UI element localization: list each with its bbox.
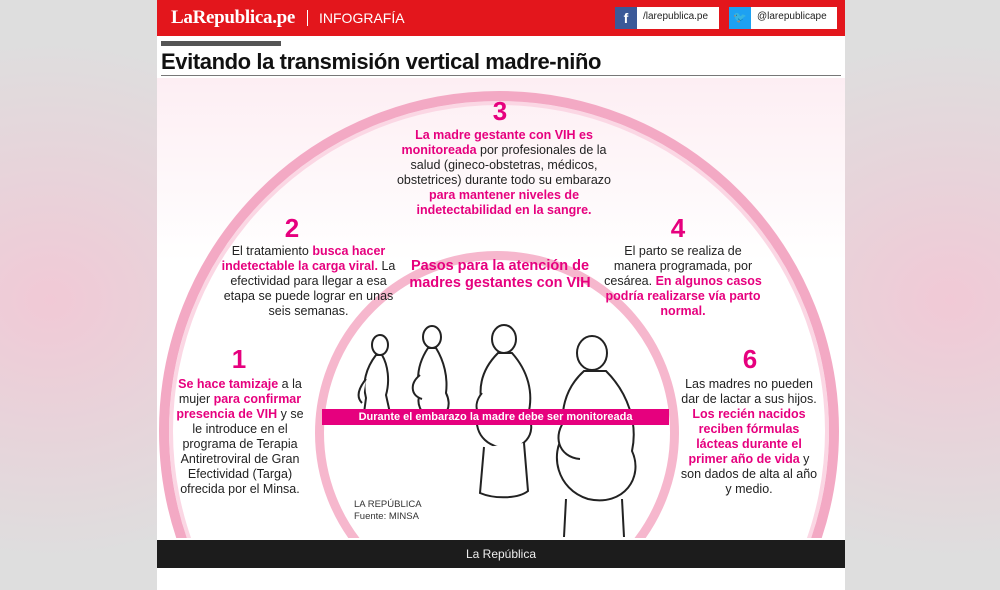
source-credit: [354, 499, 422, 523]
title-divider: [161, 75, 841, 76]
footer-bar: [157, 540, 845, 568]
source-outlet: LA REPÚBLICA: [354, 499, 422, 510]
step-1-number: 1: [231, 344, 247, 374]
woman-figure-1: [359, 335, 390, 418]
step-1-text: [171, 377, 309, 497]
infographic-panel: [157, 78, 845, 538]
step-4-body: El parto se realiza de manera programada, por cesárea.: [604, 244, 753, 288]
step-6-highlight: Los recién nacidos reciben fórmulas lácteas durante el primer año de vida: [688, 407, 806, 466]
facebook-icon: f: [615, 7, 637, 29]
twitter-link[interactable]: [729, 7, 837, 29]
step-2-highlight: busca hacer indetectable la carga viral.: [221, 244, 386, 273]
twitter-icon: 🐦: [729, 7, 751, 29]
step-6-number: 6: [742, 344, 758, 374]
brand-divider: [307, 10, 308, 26]
step-2-body-1: El tratamiento: [231, 244, 313, 258]
section-label: INFOGRAFÍA: [319, 10, 405, 26]
step-3-body: por profesionales de la salud (gineco-obstetras, médicos, obstetrices) durante todo su embarazo: [396, 143, 611, 187]
step-1-highlight-1: Se hace tamizaje: [178, 377, 279, 391]
step-2-body-2: La efectividad para llegar a esa etapa se puede lograr en unas seis semanas.: [223, 259, 396, 318]
step-1-body-1: a la mujer: [178, 377, 302, 406]
footer-label: La República: [465, 547, 537, 561]
woman-figure-4: [557, 336, 636, 537]
step-2-text: [221, 244, 396, 319]
facebook-handle: /larepublica.pe: [643, 11, 709, 22]
title-accent-bar: [161, 41, 281, 46]
step-6-body-1: Las madres no pueden dar de lactar a sus hijos.: [681, 377, 817, 406]
brand-logo[interactable]: LaRepublica.pe: [171, 7, 296, 28]
step-3-highlight-2: para mantener niveles de indetectabilidad en la sangre.: [416, 188, 592, 217]
step-4-text: [603, 244, 763, 319]
page-title: Evitando la transmisión vertical madre-niño: [161, 49, 602, 74]
step-3-number: 3: [492, 96, 508, 126]
monitoring-band: Durante el embarazo la madre debe ser monitoreada: [322, 409, 669, 425]
step-3-highlight-1: La madre gestante con VIH es monitoreada: [401, 128, 593, 157]
step-6-body-2: y son dados de alta al año y medio.: [680, 452, 818, 496]
step-2-number: 2: [284, 213, 300, 243]
facebook-link[interactable]: [615, 7, 719, 29]
woman-figure-2: [413, 326, 449, 417]
step-1-body-2: y se le introduce en el programa de Terapia Antiretroviral de Gran Efectividad (Targa) ofrecida por el Minsa.: [180, 407, 304, 496]
source-line: Fuente: MINSA: [354, 511, 419, 522]
step-4-highlight: En algunos casos podría realizarse vía parto normal.: [605, 274, 762, 318]
step-6-text: [679, 377, 819, 497]
step-1-highlight-2: para confirmar presencia de VIH: [176, 392, 302, 421]
center-title: Pasos para la atención de madres gestantes con VIH: [409, 258, 591, 291]
top-bar: [157, 0, 845, 36]
step-4-number: 4: [670, 213, 686, 243]
twitter-handle: @larepublicape: [757, 11, 827, 22]
infographic-frame: [157, 0, 845, 590]
step-3-text: [393, 128, 615, 218]
